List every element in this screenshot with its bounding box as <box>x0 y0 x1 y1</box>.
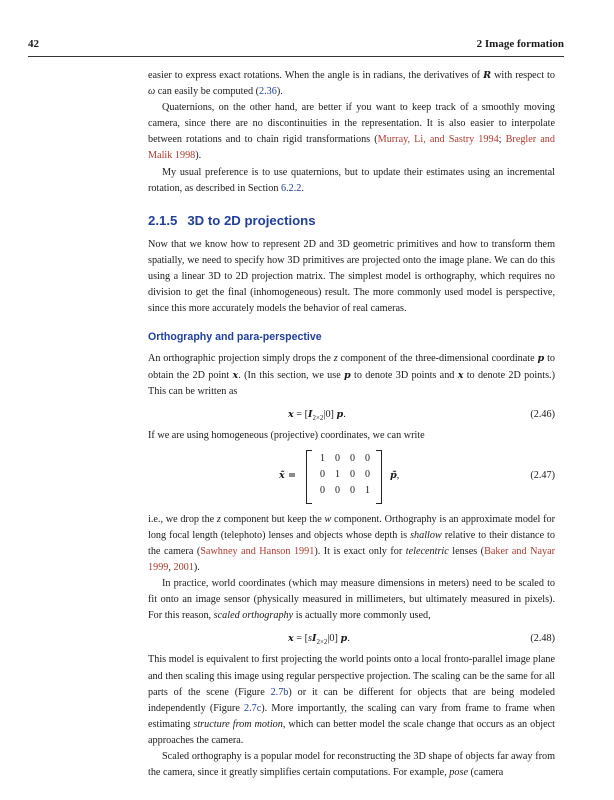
paragraph-projections: Now that we know how to represent 2D and 3D geometric primitives and how to transform them spatially, we need to specify how 3D primitives are projected onto the image plane. We can do this using a linear 3D to 2D projection matrix. The simplest model is orthography, which requires no division to get the final (inhomogeneous) result. The more commonly used model is perspective, since this more accurately models the behavior of real cameras. <box>148 238 555 315</box>
paragraph-quaternions: Quaternions, on the other hand, are better if you want to keep track of a smoothly moving camera, since there are no discontinuities in the representation. It is also easier to interpolate between rotations and to chain rigid transformations (Murray, Li, and Sastry 1994; Bregler and Malik 1998). <box>148 102 555 162</box>
paragraph-equivalent: This model is equivalent to first projecting the world points onto a local fronto-parallel image plane and then scaling this image using regular perspective projection. The scaling can be the same for all parts of the scene (Figure 2.7b) or it can be different for objects that are being modeled independently (Figure 2.7c). More importantly, the scaling can vary from frame to frame when estimating structure from motion, which can better model the scale change that occurs as an object approaches the camera. <box>148 654 556 746</box>
paragraph-practice: In practice, world coordinates (which may measure dimensions in meters) need to be scaled to fit onto an image sensor (physically measured in millimeters, but ultimately measured in pixels). For this reason, scaled orthography is actually more commonly used, <box>148 578 555 622</box>
citation-link[interactable]: Sawhney and Hanson 1991 <box>200 545 315 557</box>
paragraph-scaled-orthography: Scaled orthography is a popular model for reconstructing the 3D shape of objects far away from the camera, since it greatly simplifies certain computations. For example, pose (camera <box>148 751 555 779</box>
equation-link[interactable]: 2.36 <box>259 86 277 98</box>
equation-number: (2.48) <box>530 633 555 645</box>
matrix-cell: 0 <box>350 468 355 480</box>
paragraph-orthography-model: i.e., we drop the z component but keep the w component. Orthography is an approximate model for long focal length (telephoto) lenses and objects whose depth is shallow relative to their distance to the camera (Sawhney and Hanson 1991). It is exact only for telecentric lenses (Baker and Nayar 1999, 2001). <box>148 513 556 574</box>
citation-link[interactable]: Murray, Li, and Sastry 1994 <box>377 134 499 146</box>
matrix-cell: 1 <box>320 452 325 464</box>
matrix-cell: 1 <box>365 484 370 496</box>
matrix-cell: 0 <box>350 484 355 496</box>
paragraph-homogeneous: If we are using homogeneous (projective) coordinates, we can write <box>148 429 425 441</box>
left-bracket <box>306 450 312 504</box>
matrix-cell: 0 <box>365 468 370 480</box>
matrix-cell: 0 <box>320 468 325 480</box>
citation-link[interactable]: Bregler and Malik 1998 <box>148 134 555 162</box>
citation-link[interactable]: Baker and Nayar 1999 <box>148 545 556 574</box>
section-number: 2.1.5 <box>148 212 178 228</box>
body-text <box>148 68 555 781</box>
projection-matrix <box>306 450 382 502</box>
matrix-cell: 0 <box>350 452 355 464</box>
equation-2-48: $x = [sI_{2\times 2}|0]$ p. (2.48) <box>288 633 555 647</box>
equation-number: (2.47) <box>530 469 555 481</box>
running-header <box>28 38 564 54</box>
equation-2-47: x̃ = 1 0 0 0 0 1 0 0 0 0 0 1 p̃, (2.47) <box>148 448 555 508</box>
figure-link[interactable]: 2.7c <box>243 702 262 714</box>
paragraph-preference: My usual preference is to use quaternions, but to update their estimates using an incremental rotation, as described in Section 6.2.2. <box>148 166 555 194</box>
citation-link[interactable]: 2001 <box>173 562 194 574</box>
page-number: 42 <box>28 38 39 50</box>
matrix-cell: 0 <box>320 484 325 496</box>
chapter-title: 2 Image formation <box>476 38 564 50</box>
section-heading <box>148 213 555 229</box>
figure-link[interactable]: 2.7b <box>270 686 289 698</box>
header-rule <box>28 56 564 57</box>
matrix-cell: 0 <box>365 452 370 464</box>
matrix-cell: 0 <box>335 452 340 464</box>
matrix-cell: 1 <box>335 468 340 480</box>
section-link[interactable]: 6.2.2 <box>280 182 302 194</box>
equation-2-46: $x = [I_{2\times 2}|0]$ p. (2.46) <box>288 408 555 422</box>
equation-number: (2.46) <box>530 408 555 420</box>
matrix-cell: 0 <box>335 484 340 496</box>
subsection-heading: Orthography and para-perspective <box>148 331 322 344</box>
paragraph-rotations: easier to express exact rotations. When the angle is in radians, the derivatives of R with respect to ω can easily be computed (2.36). <box>148 70 555 98</box>
right-bracket <box>376 450 382 504</box>
paragraph-orthographic: An orthographic projection simply drops the z component of the three-dimensional coordinate p to obtain the 2D point x. (In this section, we use p to denote 3D points and x to denote 2D points.) This can be written as <box>148 353 555 397</box>
section-title: 3D to 2D projections <box>187 212 316 228</box>
